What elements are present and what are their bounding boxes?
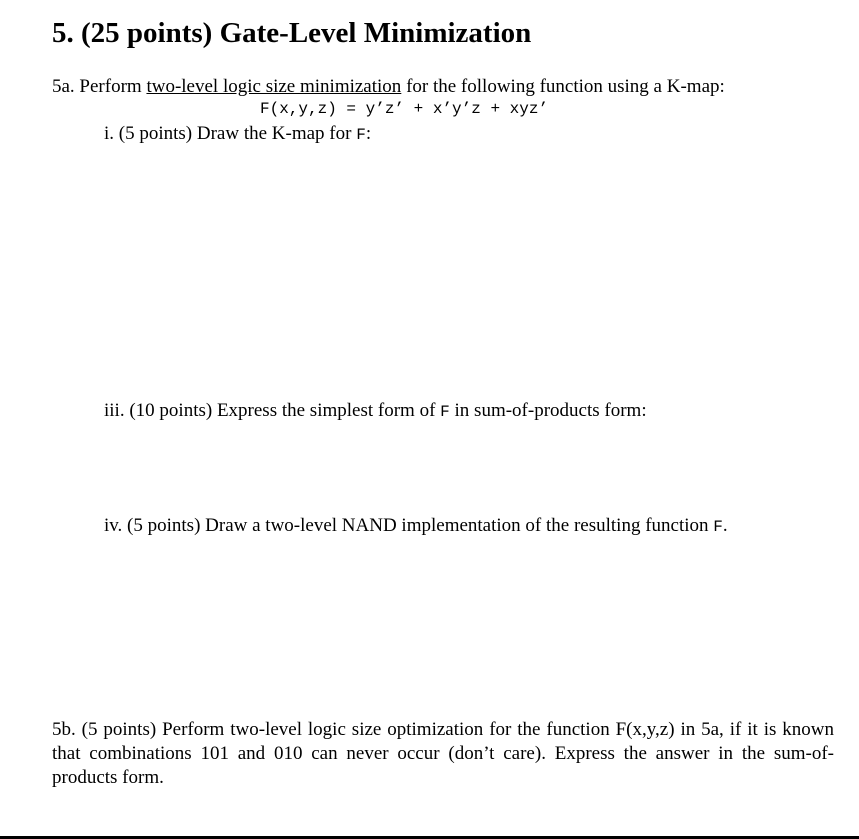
part-b-question: 5b. (5 points) Perform two-level logic size optimization for the function F(x,y,z) in 5a, if it is known that combinations 101 and 010 can never occur (don’t care). Express the answer in the sum-of-products form. [52,719,834,788]
question-title: 5. (25 points) Gate-Level Minimization [52,17,532,49]
item-iv-text: iv. (5 points) Draw a two-level NAND implementation of the resulting function [104,515,714,536]
item-iii-text: iii. (10 points) Express the simplest form of [104,400,441,421]
item-i-text: i. (5 points) Draw the K-map for [104,123,357,144]
item-iv-variable: F [713,518,723,536]
part-a-underlined-phrase: two-level logic size minimization [146,76,402,97]
boolean-function-formula: F(x,y,z) = y’z’ + x’y’z + xyz’ [260,100,549,118]
item-i-variable: F [356,126,366,144]
item-i-end: : [365,123,372,144]
item-iv-question [104,514,728,539]
item-iii-end: in sum-of-products form: [449,400,647,421]
part-a-suffix: for the following function using a K-map: [401,76,725,97]
item-iii-variable: F [440,403,450,421]
item-iv-end: . [722,515,728,536]
part-a-instruction [52,75,725,99]
item-iii-question [104,399,647,424]
item-i-question [104,122,371,147]
part-a-prefix: 5a. Perform [52,76,147,97]
